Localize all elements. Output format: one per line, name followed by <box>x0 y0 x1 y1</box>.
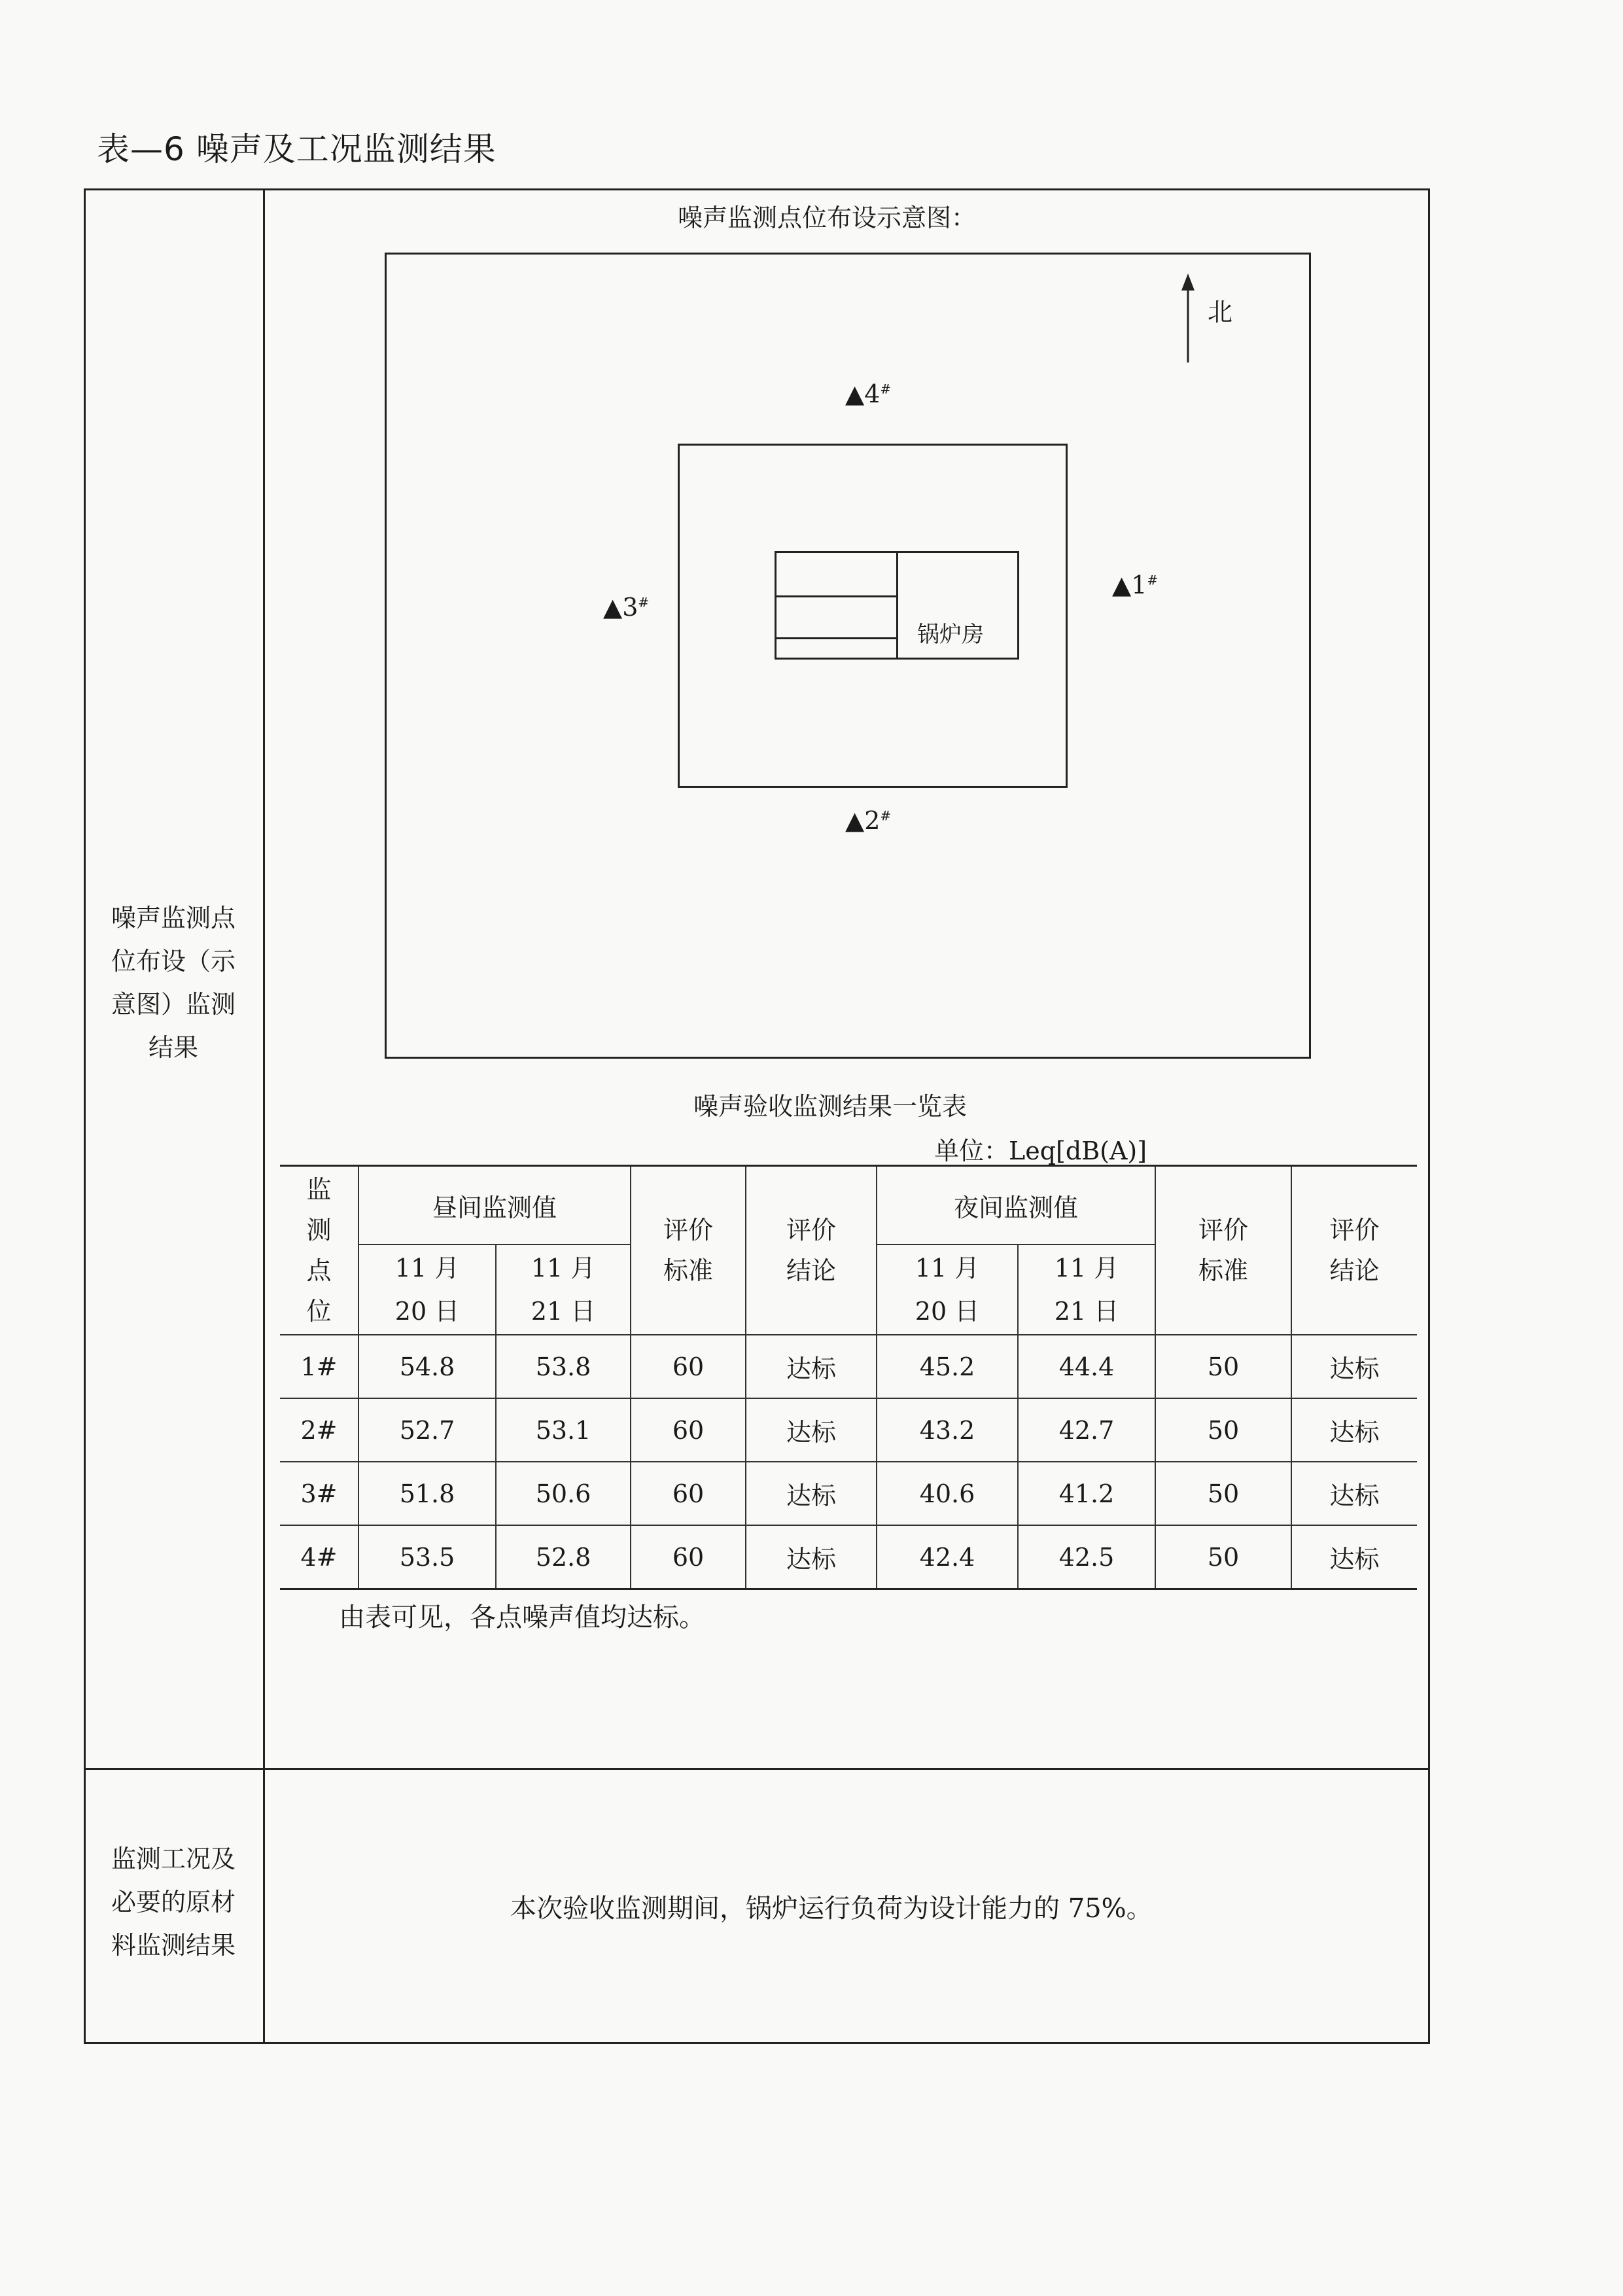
header-night-date1: 11 月 20 日 <box>877 1245 1018 1335</box>
cell-night-standard: 50 <box>1155 1525 1291 1589</box>
cell-day-verdict: 达标 <box>746 1462 877 1525</box>
table-unit: 单位：Leq[dB(A)] <box>934 1137 1147 1165</box>
header-night: 夜间监测值 <box>877 1166 1155 1245</box>
cell-night2: 42.5 <box>1018 1525 1155 1589</box>
cell-day1: 54.8 <box>358 1335 496 1398</box>
header-night-verdict: 评价 结论 <box>1291 1166 1417 1335</box>
north-label: 北 <box>1208 298 1233 327</box>
cell-day-standard: 60 <box>631 1335 746 1398</box>
cell-night2: 41.2 <box>1018 1462 1155 1525</box>
table-row <box>280 1525 1417 1589</box>
cell-night-standard: 50 <box>1155 1462 1291 1525</box>
cell-day-verdict: 达标 <box>746 1398 877 1462</box>
cell-day-standard: 60 <box>631 1398 746 1462</box>
noise-section-label: 噪声监测点 位布设（示 意图）监测 结果 <box>111 904 236 1062</box>
cell-day1: 53.5 <box>358 1525 496 1589</box>
header-night-date2: 11 月 21 日 <box>1018 1245 1155 1335</box>
header-day-date1: 11 月 20 日 <box>358 1245 496 1335</box>
monitoring-point-3: ▲3# <box>603 593 650 622</box>
triangle-marker-icon: ▲ <box>845 806 865 835</box>
cell-night2: 42.7 <box>1018 1398 1155 1462</box>
operating-condition-text: 本次验收监测期间，锅炉运行负荷为设计能力的 75%。 <box>510 1894 1153 1924</box>
section-divider <box>84 1768 1430 1770</box>
cell-day2: 52.8 <box>496 1525 631 1589</box>
cell-night-verdict: 达标 <box>1291 1398 1417 1462</box>
cell-night-standard: 50 <box>1155 1398 1291 1462</box>
table-row <box>280 1335 1417 1398</box>
header-night-standard: 评价 标准 <box>1155 1166 1291 1335</box>
table-row <box>280 1398 1417 1462</box>
building-line <box>775 637 898 639</box>
cell-night1: 43.2 <box>877 1398 1018 1462</box>
table-row <box>280 1462 1417 1525</box>
column-divider <box>263 188 265 2044</box>
cell-day-standard: 60 <box>631 1525 746 1589</box>
cell-point: 3# <box>280 1462 358 1525</box>
north-arrow-icon <box>1176 274 1200 362</box>
cell-point: 4# <box>280 1525 358 1589</box>
monitoring-point-1: ▲1# <box>1112 571 1159 599</box>
page-title: 表—6 噪声及工况监测结果 <box>97 130 497 168</box>
triangle-marker-icon: ▲ <box>603 593 623 622</box>
cell-day2: 53.1 <box>496 1398 631 1462</box>
header-day-date2: 11 月 21 日 <box>496 1245 631 1335</box>
building-divider <box>896 551 898 660</box>
monitoring-point-4: ▲4# <box>845 380 892 408</box>
cell-night1: 42.4 <box>877 1525 1018 1589</box>
boiler-room-label: 锅炉房 <box>917 622 984 648</box>
cell-point: 2# <box>280 1398 358 1462</box>
monitoring-point-2: ▲2# <box>845 806 892 835</box>
noise-results-table <box>280 1165 1417 1590</box>
header-day: 昼间监测值 <box>358 1166 631 1245</box>
table-conclusion: 由表可见，各点噪声值均达标。 <box>339 1602 705 1633</box>
table-caption: 噪声验收监测结果一览表 <box>693 1092 968 1121</box>
cell-day-verdict: 达标 <box>746 1525 877 1589</box>
triangle-marker-icon: ▲ <box>845 380 865 408</box>
diagram-caption: 噪声监测点位布设示意图： <box>678 203 977 232</box>
cell-point: 1# <box>280 1335 358 1398</box>
cell-night2: 44.4 <box>1018 1335 1155 1398</box>
cell-night1: 40.6 <box>877 1462 1018 1525</box>
cell-night-standard: 50 <box>1155 1335 1291 1398</box>
cell-night-verdict: 达标 <box>1291 1525 1417 1589</box>
header-day-standard: 评价 标准 <box>631 1166 746 1335</box>
cell-day2: 53.8 <box>496 1335 631 1398</box>
building-line <box>775 595 898 597</box>
cell-night1: 45.2 <box>877 1335 1018 1398</box>
condition-section-label: 监测工况及 必要的原材 料监测结果 <box>111 1845 236 1960</box>
cell-day2: 50.6 <box>496 1462 631 1525</box>
cell-day1: 51.8 <box>358 1462 496 1525</box>
cell-day-standard: 60 <box>631 1462 746 1525</box>
cell-day1: 52.7 <box>358 1398 496 1462</box>
header-day-verdict: 评价 结论 <box>746 1166 877 1335</box>
header-point: 监 测 点 位 <box>280 1166 358 1335</box>
cell-day-verdict: 达标 <box>746 1335 877 1398</box>
cell-night-verdict: 达标 <box>1291 1335 1417 1398</box>
triangle-marker-icon: ▲ <box>1112 571 1132 599</box>
cell-night-verdict: 达标 <box>1291 1462 1417 1525</box>
